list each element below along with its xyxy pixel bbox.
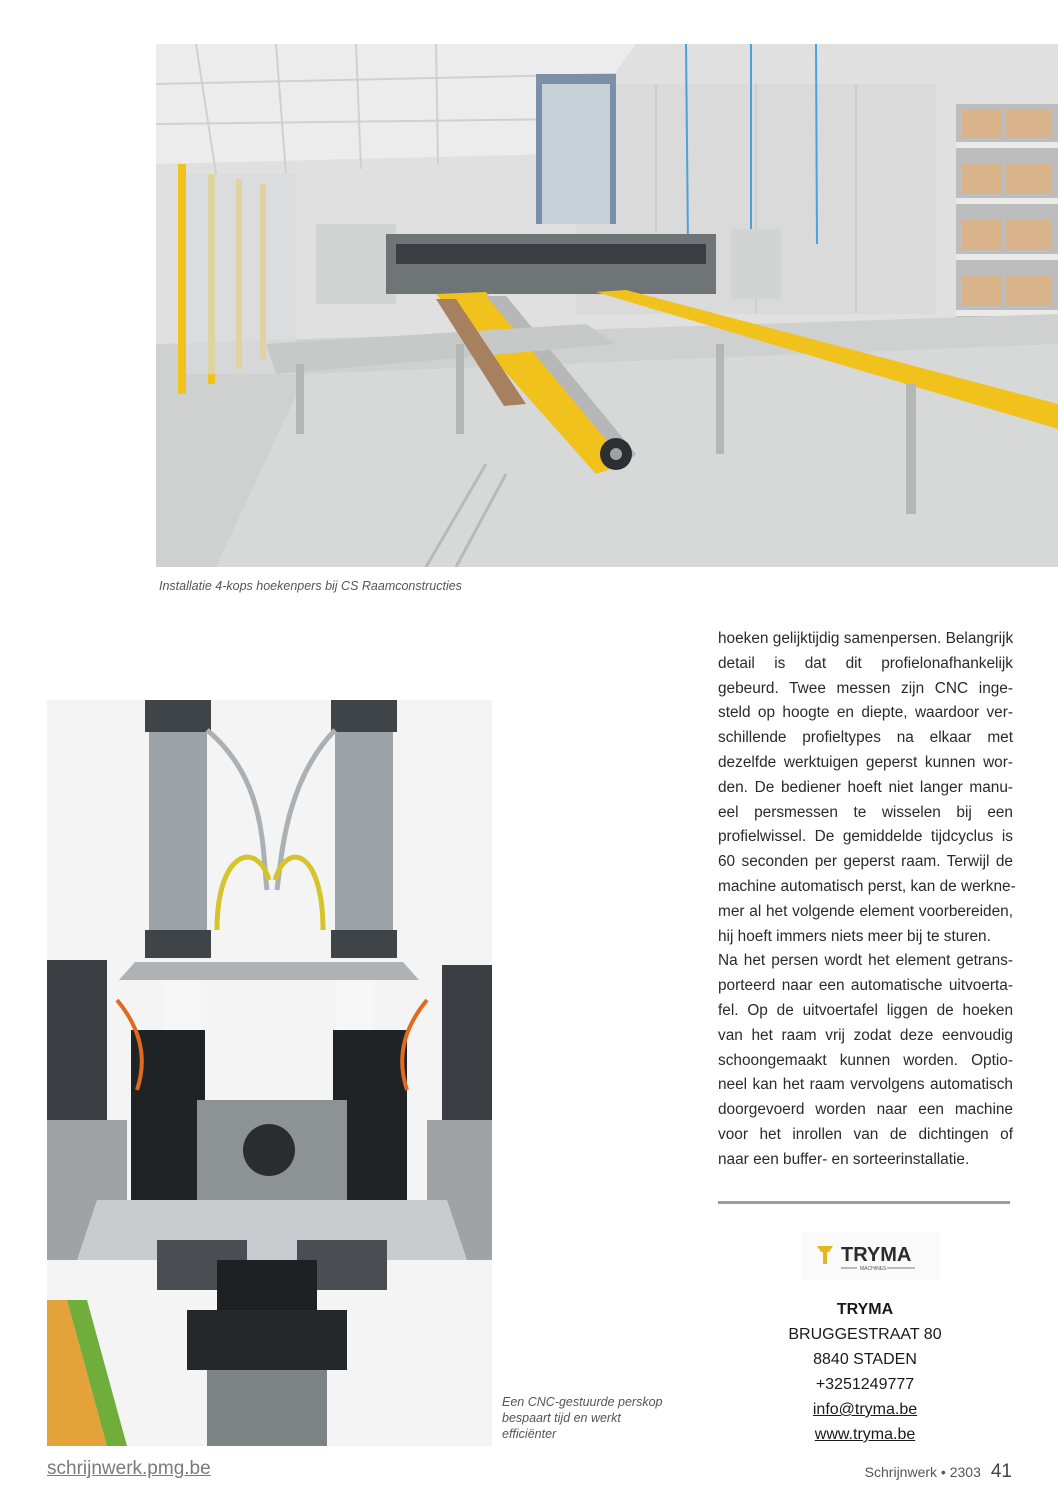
tryma-logo bbox=[802, 1232, 940, 1280]
issue-label: Schrijnwerk • 2303 bbox=[864, 1464, 981, 1480]
article-line: eel persmessen te wisselen bij een bbox=[718, 803, 1013, 821]
article-line: voor het inrollen van de dichtingen of bbox=[718, 1125, 1013, 1143]
caption-line: efficiënter bbox=[502, 1427, 557, 1441]
section-divider bbox=[718, 1201, 1010, 1204]
press-head-caption bbox=[502, 1394, 682, 1442]
article-line: den. De bediener hoeft niet langer manu- bbox=[718, 778, 1013, 796]
company-name: TRYMA bbox=[836, 1301, 894, 1318]
city-address: 8840 STADEN bbox=[813, 1351, 917, 1368]
article-line: 60 seconden per geperst raam. Terwijl de bbox=[718, 853, 1013, 871]
caption-line: Een CNC-gestuurde perskop bbox=[502, 1395, 663, 1409]
article-line: hij hoeft immers niets meer bij te sturen. bbox=[718, 927, 991, 945]
article-line: naar een buffer- en sorteerinstallatie. bbox=[718, 1150, 970, 1168]
factory-photo bbox=[156, 44, 1058, 567]
article-line: porteerd naar een automatische uitvoerta- bbox=[718, 977, 1013, 995]
street-address: BRUGGESTRAAT 80 bbox=[788, 1326, 942, 1343]
article-line: detail is dat dit profielonafhankelijk bbox=[718, 654, 1013, 672]
footer-folio bbox=[865, 1461, 1012, 1483]
article-line: schoongemaakt kunnen worden. Optio- bbox=[718, 1051, 1013, 1069]
press-head-illustration bbox=[47, 700, 492, 1446]
press-head-photo bbox=[47, 700, 492, 1446]
article-line: schillende profieltypes na elkaar met bbox=[718, 729, 1013, 747]
article-line: mer al het volgende element voorbereiden, bbox=[718, 902, 1013, 920]
article-line: dezelfde werktuigen geperst kunnen wor- bbox=[718, 753, 1013, 771]
phone-number: +3251249777 bbox=[815, 1376, 915, 1393]
page-number: 41 bbox=[990, 1461, 1012, 1482]
article-line: machine automatisch perst, kan de werkne- bbox=[718, 877, 1016, 895]
article-line: Na het persen wordt het element getrans- bbox=[718, 952, 1013, 970]
factory-illustration bbox=[156, 44, 1058, 567]
logo-sub: MACHINES bbox=[860, 1266, 887, 1272]
website-link[interactable]: www.tryma.be bbox=[814, 1426, 916, 1443]
article-line: steld op hoogte en diepte, waardoor ver- bbox=[718, 704, 1013, 722]
logo-word: TRYMA bbox=[841, 1244, 912, 1266]
article-line: profielwissel. De gemiddelde tijdcyclus is bbox=[718, 828, 1013, 846]
contact-block bbox=[760, 1297, 970, 1447]
email-link[interactable]: info@tryma.be bbox=[812, 1401, 918, 1418]
footer-site-link[interactable]: schrijnwerk.pmg.be bbox=[47, 1458, 211, 1479]
factory-photo-caption: Installatie 4-kops hoekenpers bij CS Raamconstructies bbox=[159, 579, 462, 593]
article-line: hoeken gelijktijdig samenpersen. Belangrijk bbox=[718, 630, 1014, 647]
tryma-logo-mark bbox=[811, 1238, 931, 1274]
article-line: doorgevoerd worden naar een machine bbox=[718, 1101, 1013, 1119]
article-line: gebeurd. Twee messen zijn CNC inge- bbox=[718, 679, 1013, 697]
article-line: neel kan het raam vervolgens automatisch bbox=[718, 1076, 1013, 1094]
caption-line: bespaart tijd en werkt bbox=[502, 1411, 621, 1425]
article-line: fel. Op de uitvoertafel liggen de hoeken bbox=[718, 1001, 1013, 1019]
article-line: van het raam vrij zodat deze eenvoudig bbox=[718, 1026, 1013, 1044]
article-body bbox=[718, 627, 1016, 1173]
